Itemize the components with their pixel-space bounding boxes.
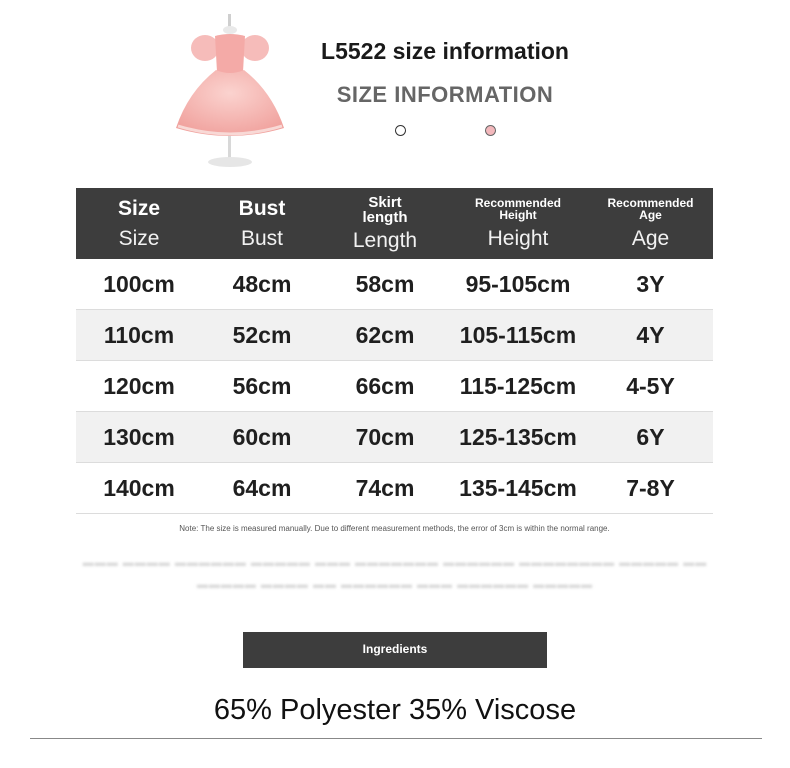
header-bust [202, 188, 322, 259]
header-bust-label: Bust [238, 196, 286, 220]
cell-length: 74cm [322, 463, 448, 514]
color-swatch-pink[interactable] [485, 125, 496, 136]
header-length-sublabel: Length [352, 228, 418, 252]
cell-bust: 48cm [202, 259, 322, 310]
header-height-label: Recommended Height [474, 195, 562, 222]
cell-age: 7-8Y [588, 463, 713, 514]
header-bust-sublabel: Bust [240, 226, 284, 250]
cell-age: 4Y [588, 310, 713, 361]
table-header-row [76, 188, 713, 259]
cell-age: 6Y [588, 412, 713, 463]
header-size-label: Size [117, 196, 161, 220]
header-height [448, 188, 588, 259]
cell-height: 95-105cm [448, 259, 588, 310]
header-length-label: Skirt length [362, 193, 408, 226]
cell-height: 105-115cm [448, 310, 588, 361]
cell-length: 66cm [322, 361, 448, 412]
blurred-text-decoration: ▬▬▬ ▬▬▬▬ ▬▬▬▬▬▬ ▬▬▬▬▬ ▬▬▬ ▬▬▬▬▬▬▬ ▬▬▬▬▬▬ ▬▬▬▬▬▬▬▬ ▬▬▬▬▬ ▬▬ [82, 557, 708, 569]
cell-bust: 56cm [202, 361, 322, 412]
header-age [588, 188, 713, 259]
divider [30, 738, 762, 739]
table-row [76, 361, 713, 412]
blurred-text-decoration: ▬▬▬▬▬ ▬▬▬▬ ▬▬ ▬▬▬▬▬▬ ▬▬▬ ▬▬▬▬▬▬ ▬▬▬▬▬ [196, 579, 594, 591]
cell-length: 62cm [322, 310, 448, 361]
table-row [76, 463, 713, 514]
size-table [76, 188, 713, 514]
cell-length: 70cm [322, 412, 448, 463]
cell-size: 140cm [76, 463, 202, 514]
cell-height: 135-145cm [448, 463, 588, 514]
cell-size: 110cm [76, 310, 202, 361]
cell-bust: 64cm [202, 463, 322, 514]
header-height-sublabel: Height [487, 226, 549, 250]
cell-size: 100cm [76, 259, 202, 310]
cell-height: 115-125cm [448, 361, 588, 412]
cell-bust: 60cm [202, 412, 322, 463]
header-age-sublabel: Age [631, 226, 670, 250]
header-size [76, 188, 202, 259]
cell-bust: 52cm [202, 310, 322, 361]
dress-image [160, 10, 300, 175]
color-swatch-white[interactable] [395, 125, 406, 136]
fabric-composition: 65% Polyester 35% Viscose [213, 694, 577, 726]
cell-size: 130cm [76, 412, 202, 463]
cell-age: 4-5Y [588, 361, 713, 412]
cell-length: 58cm [322, 259, 448, 310]
header-age-label: Recommended Age [607, 195, 694, 222]
page-subtitle: SIZE INFORMATION [336, 82, 554, 107]
cell-height: 125-135cm [448, 412, 588, 463]
cell-age: 3Y [588, 259, 713, 310]
measurement-note: Note: The size is measured manually. Due to different measurement methods, the error of 3cm is within the normal range. [179, 524, 610, 533]
table-row [76, 412, 713, 463]
header-size-sublabel: Size [118, 226, 160, 250]
cell-size: 120cm [76, 361, 202, 412]
header-length [322, 188, 448, 259]
table-row [76, 310, 713, 361]
table-row [76, 259, 713, 310]
ingredients-header: Ingredients [243, 632, 547, 668]
page-title: L5522 size information [321, 38, 569, 64]
